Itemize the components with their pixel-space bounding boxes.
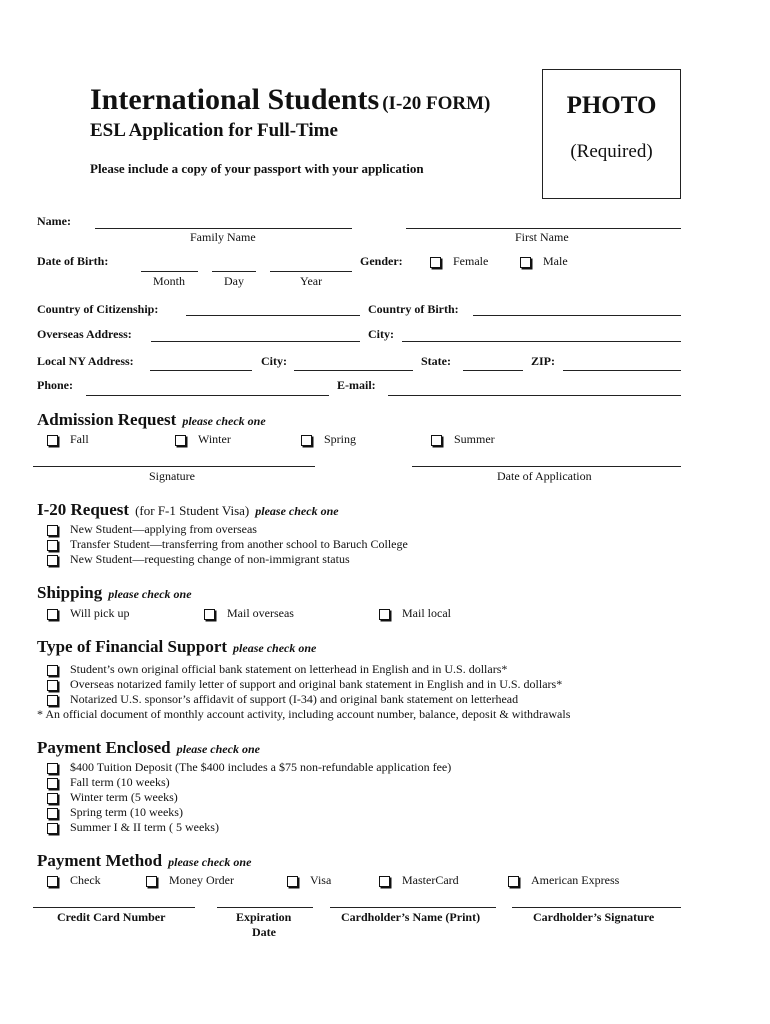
checkbox[interactable] [47,763,58,774]
checkbox[interactable] [47,525,58,536]
passport-instruction: Please include a copy of your passport with your application [90,161,424,176]
year-caption: Year [300,274,323,288]
payment-option-winter[interactable] [47,790,178,805]
i20-option-transfer[interactable] [47,537,408,552]
local-address-field[interactable] [150,370,252,371]
option-label: Mail overseas [227,606,294,620]
state-field[interactable] [463,370,523,371]
zip-field[interactable] [563,370,681,371]
admission-spring-option[interactable] [301,432,356,447]
checkbox[interactable] [175,435,186,446]
checkbox[interactable] [430,257,441,268]
section-note: please check one [182,414,266,428]
financial-option-own-statement[interactable] [47,662,507,677]
method-visa-option[interactable] [287,873,331,888]
expiration-caption: Expiration [236,910,292,924]
gender-label: Gender: [360,254,403,268]
option-label: Female [453,254,489,268]
section-note: please check one [168,855,252,869]
method-heading [37,851,251,871]
option-label: $400 Tuition Deposit (The $400 includes a $75 non-refundable application fee) [70,760,452,774]
local-city-field[interactable] [294,370,413,371]
option-label: Student’s own original official bank statement on letterhead in English and in U.S. dollars* [70,662,508,676]
dob-label: Date of Birth: [37,254,109,268]
i20-option-overseas[interactable] [47,522,257,537]
method-check-option[interactable] [47,873,101,888]
option-label: Overseas notarized family letter of support and original bank statement in English and in U.S. dollars* [70,677,563,691]
checkbox[interactable] [47,808,58,819]
payment-option-summer[interactable] [47,820,219,835]
method-money-order-option[interactable] [146,873,234,888]
first-name-field[interactable] [406,228,681,229]
option-label: Male [543,254,568,268]
payment-option-deposit[interactable] [47,760,451,775]
option-label: Spring [324,432,357,446]
checkbox[interactable] [47,778,58,789]
checkbox[interactable] [379,876,390,887]
option-label: Fall term (10 weeks) [70,775,170,789]
checkbox[interactable] [508,876,519,887]
phone-label: Phone: [37,378,73,392]
application-date-field[interactable] [412,466,681,467]
admission-fall-option[interactable] [47,432,89,447]
local-address-label: Local NY Address: [37,354,134,368]
day-caption: Day [224,274,244,288]
option-label: Will pick up [70,606,130,620]
email-label: E-mail: [337,378,376,392]
zip-label: ZIP: [531,354,555,368]
option-label: Money Order [169,873,234,887]
first-name-caption: First Name [515,230,569,244]
state-label: State: [421,354,451,368]
section-title: Type of Financial Support [37,637,228,656]
payment-heading [37,738,260,758]
birth-country-label: Country of Birth: [368,302,459,316]
shipping-local-option[interactable] [379,606,451,621]
dob-month-field[interactable] [141,271,198,272]
section-title: Payment Enclosed [37,738,171,757]
checkbox[interactable] [287,876,298,887]
page-subtitle: ESL Application for Full-Time [90,120,338,141]
option-label: Fall [70,432,89,446]
section-title: Shipping [37,583,103,602]
option-label: Mail local [402,606,451,620]
checkbox[interactable] [47,680,58,691]
option-label: Check [70,873,101,887]
option-label: Summer [454,432,495,446]
method-amex-option[interactable] [508,873,619,888]
overseas-city-label: City: [368,327,394,341]
checkbox[interactable] [47,876,58,887]
admission-heading [37,410,266,430]
admission-winter-option[interactable] [175,432,231,447]
checkbox[interactable] [47,555,58,566]
dob-year-field[interactable] [270,271,352,272]
section-title: Admission Request [37,410,177,429]
cardholder-signature-field[interactable] [512,907,681,908]
option-label: New Student—applying from overseas [70,522,257,536]
overseas-city-field[interactable] [402,341,681,342]
checkbox[interactable] [301,435,312,446]
checkbox[interactable] [520,257,531,268]
option-label: Visa [310,873,332,887]
local-city-label: City: [261,354,287,368]
signature-caption: Signature [149,469,195,483]
birth-country-field[interactable] [473,315,681,316]
option-label: Winter [198,432,231,446]
family-name-caption: Family Name [190,230,256,244]
email-field[interactable] [388,395,681,396]
checkbox[interactable] [379,609,390,620]
section-note: please check one [108,587,192,601]
form-title-block [90,83,490,117]
gender-female-option[interactable] [430,254,488,269]
financial-option-us-sponsor[interactable] [47,692,518,707]
payment-option-spring[interactable] [47,805,183,820]
section-title: Payment Method [37,851,163,870]
section-title: I-20 Request [37,500,130,519]
photo-box[interactable] [542,69,681,199]
section-note: please check one [176,742,260,756]
form-code: (I-20 FORM) [382,93,491,114]
card-number-caption: Credit Card Number [57,910,166,924]
cardholder-signature-caption: Cardholder’s Signature [533,910,655,924]
section-note: please check one [255,504,339,518]
payment-option-fall[interactable] [47,775,170,790]
shipping-pickup-option[interactable] [47,606,130,621]
checkbox[interactable] [146,876,157,887]
citizenship-field[interactable] [186,315,360,316]
checkbox[interactable] [47,540,58,551]
i20-heading [37,500,339,520]
checkbox[interactable] [47,609,58,620]
option-label: Winter term (5 weeks) [70,790,178,804]
expiration-date-caption: Date [252,925,276,939]
financial-option-family-letter[interactable] [47,677,562,692]
application-date-caption: Date of Application [497,469,592,483]
option-label: New Student—requesting change of non-immigrant status [70,552,350,566]
shipping-heading [37,583,192,603]
method-mastercard-option[interactable] [379,873,459,888]
option-label: Transfer Student—transferring from another school to Baruch College [70,537,408,551]
option-label: American Express [531,873,620,887]
option-label: Spring term (10 weeks) [70,805,183,819]
option-label: Notarized U.S. sponsor’s affidavit of support (I-34) and original bank statement on letterhead [70,692,519,706]
photo-label: PHOTO [566,92,657,119]
photo-required: (Required) [570,141,653,162]
cardholder-name-field[interactable] [330,907,496,908]
financial-footnote: * An official document of monthly account activity, including account number, balance, deposit & withdrawals [37,707,571,721]
dob-day-field[interactable] [212,271,256,272]
overseas-address-label: Overseas Address: [37,327,132,341]
section-note: please check one [233,641,317,655]
cardholder-name-caption: Cardholder’s Name (Print) [341,910,481,924]
checkbox[interactable] [47,793,58,804]
financial-heading [37,637,316,657]
month-caption: Month [153,274,186,288]
checkbox[interactable] [47,665,58,676]
name-label: Name: [37,214,71,228]
option-label: Summer I & II term ( 5 weeks) [70,820,219,834]
signature-field[interactable] [33,466,315,467]
overseas-address-field[interactable] [151,341,360,342]
admission-summer-option[interactable] [431,432,495,447]
i20-option-change-status[interactable] [47,552,350,567]
family-name-field[interactable] [95,228,352,229]
expiration-date-field[interactable] [217,907,313,908]
section-subtitle: (for F-1 Student Visa) [135,503,250,518]
page-title: International Students [90,83,380,116]
citizenship-label: Country of Citizenship: [37,302,159,316]
gender-male-option[interactable] [520,254,568,269]
checkbox[interactable] [47,823,58,834]
option-label: MasterCard [402,873,459,887]
checkbox[interactable] [204,609,215,620]
card-number-field[interactable] [33,907,195,908]
checkbox[interactable] [47,435,58,446]
phone-field[interactable] [86,395,329,396]
shipping-overseas-option[interactable] [204,606,294,621]
checkbox[interactable] [431,435,442,446]
checkbox[interactable] [47,695,58,706]
